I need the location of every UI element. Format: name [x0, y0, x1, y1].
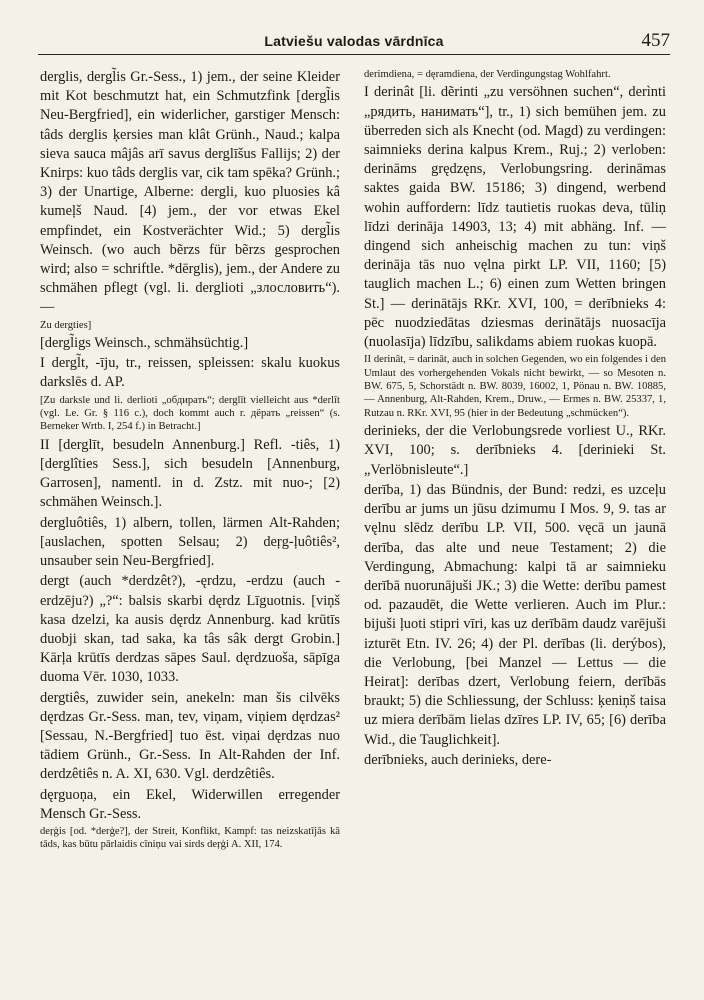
- entry-deriba: derība, 1) das Bündnis, der Bund: redzi, es uzceļu derību ar jums un jūsu dzimumu I Mos. 9, 9. tas ar vęlnu slēdz derību LP. VII, 500. vęcā un jaunā derība, das alte und neue Testament; 2) die Verdingung, Abmachung: kalpi tā ar saimnieku derībā nuorunājuši JK.; 3) die Wette: derību pamest od. pazaudēt, die Wette verlieren. Auch im Plur.: bijuši ļuoti stipri vīri, kas uz derībām daudz varējuši izturēt Etn. IV. 26; 4) der Pl. derības (li. derýbos), die Verlobung, [bei Manzel — Lettus — die Heirat]: derības dzert, Verlobung feiern, derībās braukt; 5) die Schliessung, der Schluss: ķeniņš taisa uz miera derībām lielas dzīres LP. IV, 65; [6) derība Wid., die Tauglichkeit].: [364, 481, 666, 748]
- running-title: Latviešu valodas vārdnīca: [264, 33, 444, 49]
- entry-deribnieks: derībnieks, auch derinieks, dere-: [364, 751, 552, 768]
- entry-derglit-2: II [derglīt, besudeln Annenburg.] Refl. -tiês, 1) [derglîties Sess.], sich besudeln [Annenburg, Garrosen], namentl. in d. Zstz. mit nuo-; [2) schmähen Weinsch.].: [40, 436, 340, 511]
- entry-derguona: dęrguoņa, ein Ekel, Widerwillen erregender Mensch Gr.-Sess.: [40, 786, 340, 822]
- entry-derinieks: derinieks, der die Verlobungsrede vorliest U., RKr. XVI, 100; s. derībnieks 4. [derinieki St. „Verlöbnisleute“.]: [364, 423, 666, 478]
- left-column: [40, 68, 340, 854]
- note-zu-dergties: Zu dergties]: [40, 319, 92, 331]
- entry-derglgs: [dergl̃igs Weinsch., schmähsüchtig.]: [40, 335, 249, 352]
- note-darksle: [Zu darksle und li. derlioti „обдирать“; derglīt vielleicht aus *derlīt (vgl. Le. Gr. § 116 c.), doch kommt auch r. дёрать „reissen“ (s. Berneker Wrtb. I, 254 f.) in Betracht.]: [40, 394, 340, 433]
- entry-derinat-1: I derinât [li. dẽrinti „zu versöhnen suchen“, derìnti „рядить, нанимать“], tr., 1) sich bemühen jem. zu überreden sich als Knecht (od. Magd) zu verdingen: saimnieks derina kalpus Krem., Ruj.; 2) verloben: derināms grędzęns, Verlobungsring. derināmas saktes gaida BW. 15186; 3) dingend, werbend wohin auffordern: līdz tautietis ruokas deva, tūliņ līdzi derināja 14903, 13; 4) mit abhäng. Inf. — dingend sich anheischig machen zu tun: viņš derināja tās nuo vęlna pirkt LP. VII, 1160; [5) tauglich machen L.; 6) einen zum Wetten bringen St.] — derinātājs RKr. XVI, 100, = derībnieks 4: pēc nuodziedātas dziesmas derinātājs nuosacīja (nuolasīja) līdzību, salikdams abiem ruokas kuopā.: [364, 84, 666, 351]
- entry-dergt: dergt (auch *derdzêt?), -ęrdzu, -erdzu (auch -erdzēju?) „?“: balsis skarbi dęrdz Līguotnis. [viņš kasa dzelzi, ka ausis dęrdz Annenburg. kad krūtīs duobji skan, tad saka, ka tâs sâk dergt Grobin.] Kārļa krūtīs derdzas sāpes Saul. dęrdzuoša, sāpīga duoma Vēr. 1030, 1033.: [40, 573, 340, 686]
- entry-dergis: deŗģis [od. *derģe?], der Streit, Konflikt, Kampf: tas neizskatījās kā tāds, kas būtu pārlaidis cīniņu vai sirds deŗģi A. XII, 174.: [40, 825, 340, 851]
- page-number: 457: [641, 30, 670, 51]
- entry-derglis: derglis, dergl̃is Gr.-Sess., 1) jem., der seine Kleider mit Kot beschmutzt hat, ein Schmutzfink [dergl̃is Neu-Bergfried], ein widerlicher, garstiger Mensch: tâds derglis ķersies man klât Grünh., Naud.; kalpa sieva sauca mâjâs arī savus derglīšus Fallijs; 2) der Knirps: kuo tâds derglis var, cik tam spēka? Grünh.; 3) der Unartige, Alberne: dergli, kuo pluosies kâ kumeļš Naud. [4) jem., der vor etwas Ekel empfindet, ein Kostverächter Wid.; 5) dergl̃is Weinsch. (wo auch bẽrzs für bẽrzs gesprochen wird; also = schriftle. *dērglis), jem., der Andere zu schmähen pflegt (vgl. li. derglioti „злословить“). —: [40, 69, 340, 316]
- entry-derimdiena: derimdiena, = dęramdiena, der Verdingungstag Wohlfahrt.: [364, 69, 611, 80]
- entry-dergties: dergtiês, zuwider sein, anekeln: man šis cilvēks dęrdzas Gr.-Sess. man, tev, viņam, viņiem dęrdzas² [Sessau, N.-Bergfried] tuo ēst. viņai dęrdzas nuo tādiem Grünh., Gr.-Sess. In Alt-Rahden der Inf. derdzêtiês n. A. XI, 630. Vgl. derdzêtiês.: [40, 689, 340, 783]
- right-column: [364, 68, 666, 771]
- entry-derglit-1: I dergl̃t, -īju, tr., reissen, spleissen: skalu kuokus darkslēs d. AP.: [40, 355, 340, 391]
- entry-dergluoties: dergluôtiês, 1) albern, tollen, lärmen Alt-Rahden; [auslachen, spotten Selsau; 2) deŗg-ļuôtiês², unsauber sein Neu-Bergfried].: [40, 514, 340, 570]
- entry-derinat-2: II derinât, = darināt, auch in solchen Gegenden, wo ein folgendes i den Umlaut des vorhergehenden Vokals nicht bewirkt, — so Mesoten n. BW. 675, 5, Schorstädt n. BW. 8039, 16002, 1, Pönau n. BW. 10885, — Annenburg, Alt-Rahden, Krem., Druw., — Ermes n. BW. 25337, 1, Rutzau n. RKr. XVI, 95 (hier in der Bedeutung „schmücken“).: [364, 354, 666, 419]
- page-header: [38, 30, 670, 55]
